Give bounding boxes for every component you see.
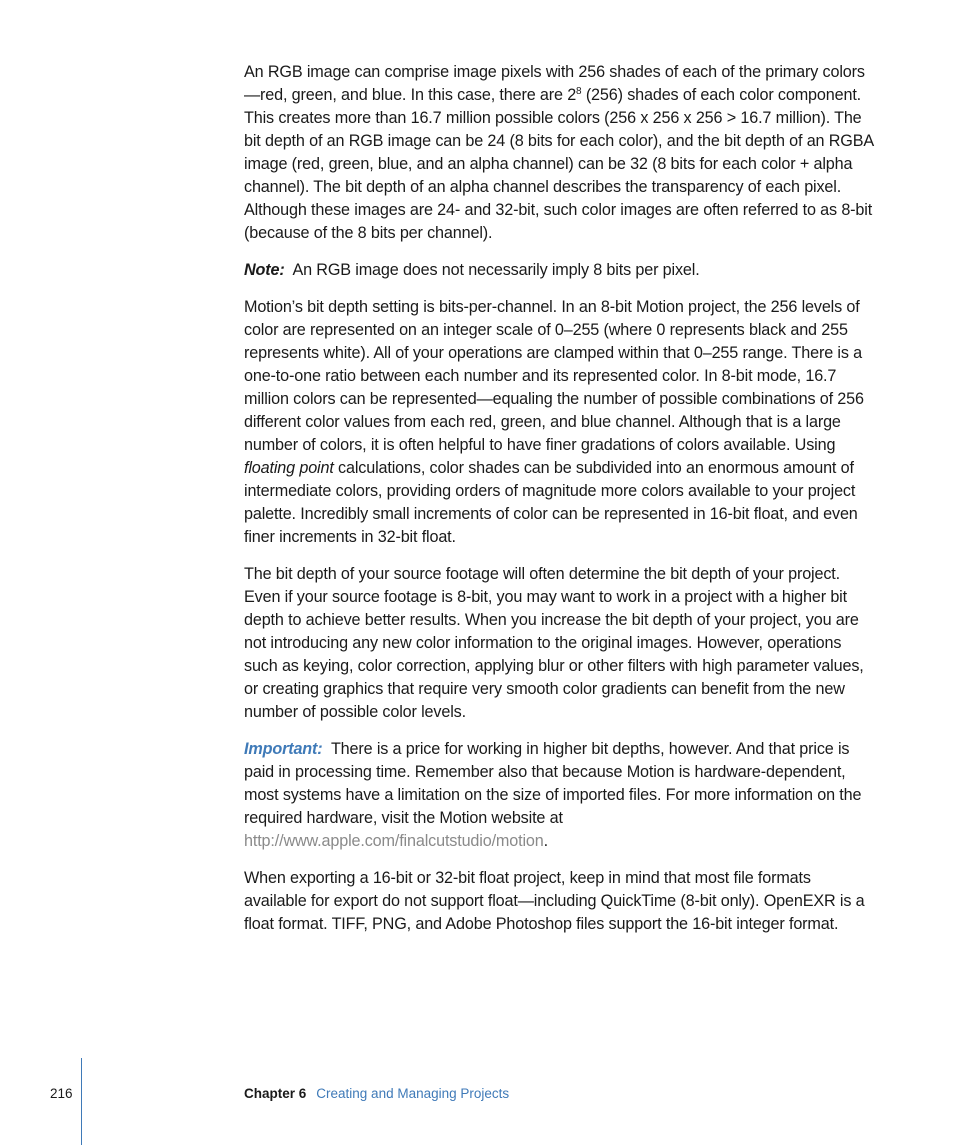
chapter-label: Chapter 6 (244, 1086, 307, 1101)
note-paragraph (244, 259, 876, 282)
paragraph-text: (256) shades of each color component. This creates more than 16.7 million possible colors (256 x 256 x 256 > 16.7 million). The bit depth of an RGB image can be 24 (8 bits for each color), and the bit depth of an RGBA image (red, green, blue, and an alpha channel) can be 32 (8 bits for each color + alpha channel). The bit depth of an alpha channel describes the transparency of each pixel. Although these images are 24- and 32-bit, such color images are often referred to as 8-bit (because of the 8 bits per channel). (244, 86, 874, 242)
exponent: 8 (576, 86, 582, 97)
important-text: There is a price for working in higher bit depths, however. And that price is paid in processing time. Remember also that because Motion is hardware-dependent, most systems have a limitation on the size of imported files. For more information on the required hardware, visit the Motion website at (244, 740, 862, 827)
paragraph-exporting: When exporting a 16-bit or 32-bit float project, keep in mind that most file formats available for export do not support float—including QuickTime (8-bit only). OpenEXR is a float format. TIFF, PNG, and Adobe Photoshop files support the 16-bit integer format. (244, 869, 865, 933)
trailing-punctuation: . (543, 832, 548, 850)
page-number: 216 (50, 1086, 73, 1101)
emphasis-term: floating point (244, 459, 334, 477)
important-paragraph (244, 738, 876, 853)
motion-website-link[interactable]: http://www.apple.com/finalcutstudio/motion (244, 832, 544, 850)
paragraph-text: Motion’s bit depth setting is bits-per-channel. In an 8-bit Motion project, the 256 levels of color are represented on an integer scale of 0–255 (where 0 represents black and 255 represents white). All of your operations are clamped within that 0–255 range. There is a one-to-one ratio between each number and its represented color. In 8-bit mode, 16.7 million colors can be represented—equaling the number of possible combinations of 256 different color values from each red, green, and blue channel. Although that is a large number of colors, it is often helpful to have finer gradations of colors available. Using (244, 298, 864, 454)
page-body (244, 61, 876, 950)
footer-divider (81, 1058, 82, 1145)
chapter-title: Creating and Managing Projects (316, 1086, 510, 1101)
note-label: Note: (244, 261, 285, 279)
chapter-footer (244, 1086, 509, 1101)
important-label: Important: (244, 740, 323, 758)
paragraph-rgb-image (244, 61, 876, 245)
paragraph-text: calculations, color shades can be subdivided into an enormous amount of intermediate colors, providing orders of magnitude more colors available to your project palette. Incredibly small increments of color can be represented in 16-bit float, and even finer increments in 32-bit float. (244, 459, 858, 546)
paragraph-text: An RGB image can comprise image pixels with 256 shades of each of the primary colors—red, green, and blue. In this case, there are 2 (244, 63, 865, 104)
paragraph-bit-depth-setting (244, 296, 876, 549)
paragraph-source-footage: The bit depth of your source footage will often determine the bit depth of your project. Even if your source footage is 8-bit, you may want to work in a project with a higher bit depth to achieve better results. When you increase the bit depth of your project, you are not introducing any new color information to the original images. However, operations such as keying, color correction, applying blur or other filters with high parameter values, or creating graphics that require very smooth color gradients can benefit from the new number of possible color levels. (244, 565, 864, 721)
note-text: An RGB image does not necessarily imply 8 bits per pixel. (292, 261, 700, 279)
